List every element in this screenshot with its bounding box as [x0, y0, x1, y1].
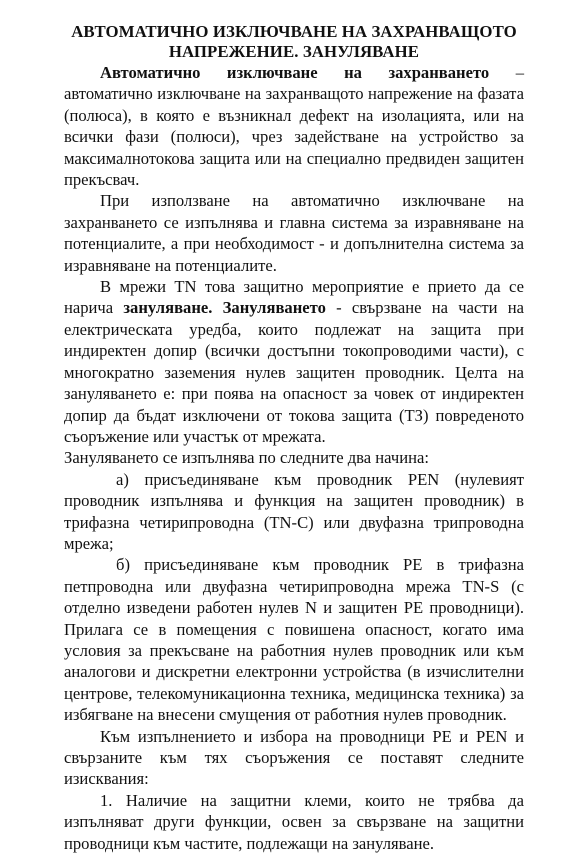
paragraph-tn-networks: [64, 276, 524, 447]
requirements-text: Към изпълнението и избора на проводници PE и PEN и свързаните към тях съоръжения се поставят следните изисквания:: [64, 726, 524, 789]
tn-text-start: В мрежи TN това защитно мероприятие е прието да се нарича: [64, 277, 524, 318]
methods-intro-text: Зануляването се изпълнява по следните два начина:: [64, 448, 429, 468]
requirement-item-1-text: 1. Наличие на защитни клеми, които не трябва да изпълняват други функции, освен за свързване на защитни проводници към частите, подлежащи на зануляване.: [64, 790, 524, 853]
title-line-1: АВТОМАТИЧНО ИЗКЛЮЧВАНЕ НА ЗАХРАНВАЩОТО: [71, 22, 517, 41]
title-line-2: НАПРЕЖЕНИЕ. ЗАНУЛЯВАНЕ: [168, 42, 420, 61]
list-item-b-text: б) присъединяване към проводник PE в трифазна петпроводна или двуфазна четирипроводна мрежа TN-S (с отделно изведени работен нулев N и защитен PE проводници). Прилага се в помещения с повишена опасност, когато има условия за прекъсване на работния нулев проводник или към аналогови и дискретни електронни устройства (в изчислителни центрове, телекомуникационна техника, медицинска техника) за избягване на внесени смущения от работния нулев проводник.: [64, 555, 524, 725]
list-item-a-text: а) присъединяване към проводник PEN (нулевият проводник изпълнява и функция на защитен проводник) в трифазна четирипроводна (TN-C) или двуфазна трипроводна мрежа;: [64, 469, 524, 553]
requirement-item-1: [64, 790, 524, 854]
term-zanulyavane: зануляване. Зануляването: [123, 298, 326, 318]
paragraph-definition-auto-disconnect: [64, 62, 524, 190]
paragraph-methods-intro: [64, 447, 524, 468]
document-title: [64, 22, 524, 62]
definition-text: – автоматично изключване на захранващото напрежение на фазата (полюса), в която е възникнал дефект на изолацията, или на всички фази (полюси), чрез задействане на устройство за максималнотокова защита или на специално предвиден защитен прекъсвач.: [64, 63, 525, 190]
paragraph-equipotential: [64, 190, 524, 276]
tn-text-rest: - свързване на части на електрическата уредба, които подлежат на защита при индиректен допир (всички достъпни токопроводими части), с многократно заземения нулев защитен проводник. Целта на зануляването е: при поява на опасност за човек от индиректен допир да бъдат изключени от токова защита (ТЗ) повреденото съоръжение или участък от мрежата.: [64, 298, 524, 446]
list-item-a: [64, 469, 524, 555]
list-item-b: [64, 554, 524, 725]
document-page: [64, 22, 524, 854]
paragraph-requirements: [64, 726, 524, 790]
equipotential-text: При използване на автоматично изключване на захранването се изпълнява и главна система за изравняване на потенциалите, а при необходимост - и допълнителна система за изравняване на потенциалите.: [64, 191, 524, 275]
term-auto-disconnect: Автоматично изключване на захранването: [100, 63, 490, 82]
